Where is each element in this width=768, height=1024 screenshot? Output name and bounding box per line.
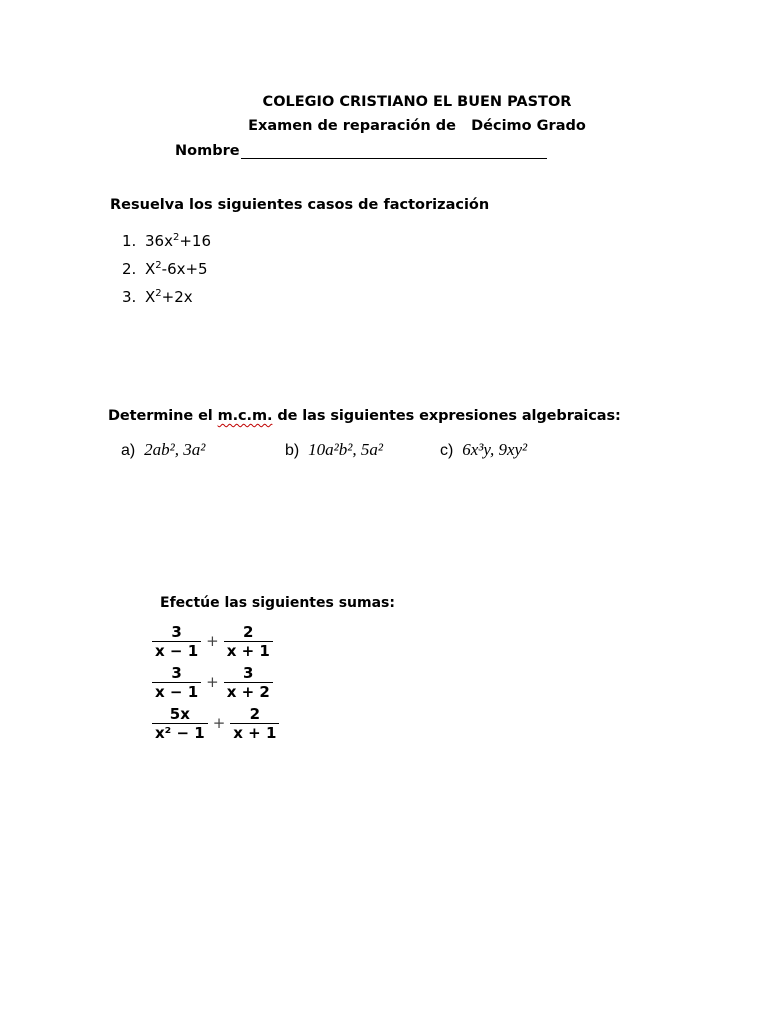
mcm-abbreviation: m.c.m.	[217, 408, 273, 424]
mcm-instruction-start: Determine el	[108, 408, 218, 424]
sum-row	[152, 663, 273, 701]
plus-sign: +	[206, 632, 219, 650]
item-rest: -6x+5	[161, 260, 208, 278]
mcm-expression-c	[440, 440, 527, 460]
expression-label: b)	[285, 442, 300, 459]
mcm-expression-a	[121, 440, 205, 460]
numerator: 5x	[169, 704, 190, 723]
exam-title: Examen de reparación de Décimo Grado	[248, 118, 586, 134]
numerator: 2	[243, 622, 254, 641]
item-rest: +2x	[161, 288, 193, 306]
item-number: 3.	[122, 288, 137, 306]
school-title: COLEGIO CRISTIANO EL BUEN PASTOR	[262, 94, 572, 110]
item-base: 36x	[145, 232, 173, 250]
name-field	[175, 143, 547, 159]
sum-row	[152, 704, 279, 742]
fraction	[152, 624, 201, 659]
item-number: 2.	[122, 260, 137, 278]
item-exponent: 2	[155, 288, 162, 299]
item-exponent: 2	[155, 260, 162, 271]
mcm-instruction-end: de las siguientes expresiones algebraicas:	[272, 408, 621, 424]
expression-terms: 6x³y, 9xy²	[462, 440, 528, 459]
list-item	[122, 287, 211, 315]
item-number: 1.	[122, 232, 137, 250]
numerator: 3	[171, 622, 182, 641]
factorization-instruction: Resuelva los siguientes casos de factorización	[110, 197, 490, 213]
denominator: x − 1	[155, 641, 199, 660]
sums-instruction: Efectúe las siguientes sumas:	[160, 595, 395, 611]
plus-sign: +	[212, 714, 226, 732]
item-base: X	[145, 288, 156, 306]
denominator: x² − 1	[155, 723, 205, 742]
item-rest: +16	[179, 232, 211, 250]
denominator: x + 1	[233, 723, 277, 742]
expression-label: a)	[121, 442, 136, 459]
numerator: 2	[249, 704, 261, 723]
plus-sign: +	[206, 673, 219, 691]
expression-terms: 10a²b², 5a²	[308, 440, 383, 459]
factorization-list	[122, 231, 211, 315]
fraction	[152, 665, 201, 700]
list-item	[122, 231, 211, 259]
sum-row	[152, 622, 273, 660]
denominator: x − 1	[155, 682, 199, 701]
fraction	[224, 624, 273, 659]
denominator: x + 1	[226, 641, 270, 660]
item-base: X	[145, 260, 156, 278]
numerator: 3	[243, 663, 254, 682]
item-exponent: 2	[172, 232, 180, 243]
mcm-expression-b	[285, 440, 383, 460]
fraction	[152, 706, 208, 741]
mcm-instruction	[108, 408, 621, 424]
fraction	[230, 706, 279, 741]
name-label: Nombre	[175, 143, 240, 159]
expression-terms: 2ab², 3a²	[144, 440, 206, 459]
denominator: x + 2	[226, 682, 270, 701]
name-blank-line	[241, 143, 547, 159]
expression-label: c)	[440, 442, 454, 459]
numerator: 3	[171, 663, 182, 682]
list-item	[122, 259, 211, 287]
fraction	[224, 665, 273, 700]
